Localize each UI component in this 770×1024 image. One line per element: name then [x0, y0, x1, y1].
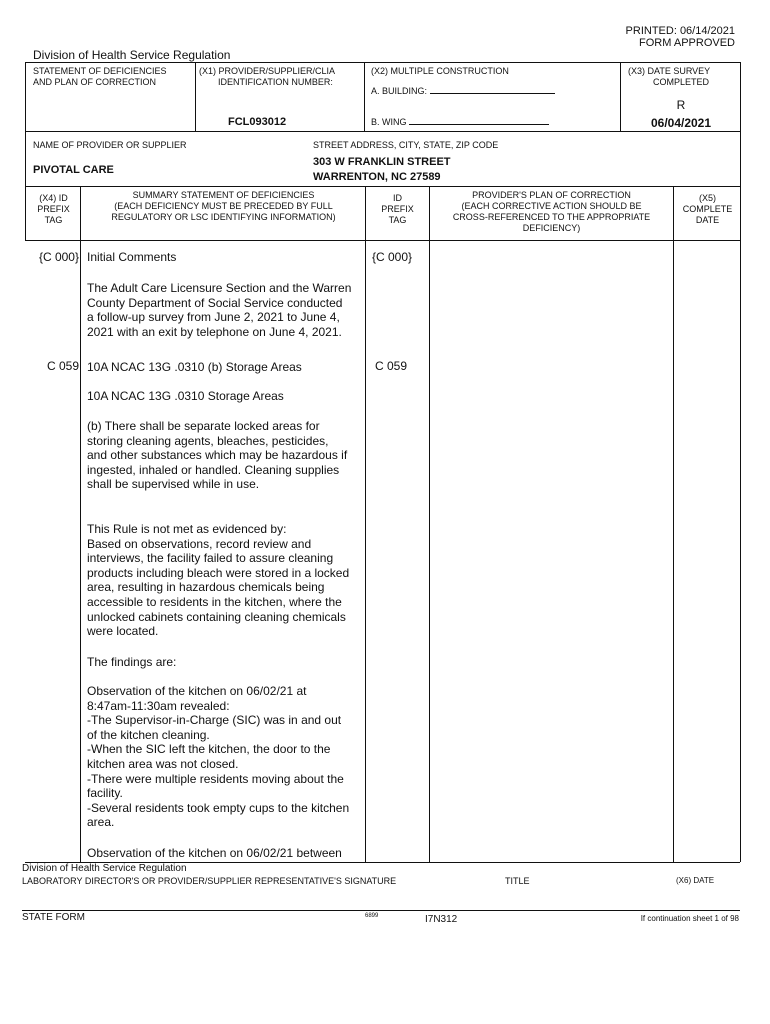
footer-rule [22, 910, 740, 911]
id-label-2: PREFIX [381, 204, 414, 214]
text-line: -There were multiple residents moving about the [87, 771, 344, 786]
address-label: STREET ADDRESS, CITY, STATE, ZIP CODE [313, 140, 499, 150]
text-line: kitchen area was not closed. [87, 756, 239, 771]
text-line: 2021 with an exit by telephone on June 4, 2021. [87, 324, 342, 339]
text-line: -When the SIC left the kitchen, the door to the [87, 742, 331, 757]
state-form-label: STATE FORM [22, 912, 85, 923]
x1-label-2: IDENTIFICATION NUMBER: [218, 77, 333, 87]
text-line: -Several residents took empty cups to the kitchen [87, 800, 350, 815]
provider-name-label: NAME OF PROVIDER OR SUPPLIER [33, 140, 187, 150]
x5-label-3: DATE [695, 215, 720, 225]
paragraph-survey-intro [87, 281, 367, 339]
building-blank [430, 84, 555, 94]
x4-label-2: PREFIX [37, 204, 70, 214]
street-address: 303 W FRANKLIN STREET [313, 156, 451, 168]
tag-left-c059: C 059 [46, 359, 79, 373]
col-divider-3 [429, 186, 430, 862]
city-state-zip: WARRENTON, NC 27589 [313, 171, 441, 183]
x4-label-3: TAG [44, 215, 63, 225]
text-line: facility. [87, 786, 123, 801]
paragraph-not-met [87, 522, 367, 639]
left-border-top [25, 62, 26, 240]
text-line: ingested, inhaled or handled. Cleaning supplies [87, 462, 340, 477]
date-label: (X6) DATE [676, 876, 715, 885]
x5-label-1: (X5) [698, 193, 716, 203]
x5-label-2: COMPLETE [682, 204, 733, 214]
survey-completed-date: 06/04/2021 [650, 116, 712, 130]
x4-label-1: (X4) ID [39, 193, 68, 203]
tag-left-c000: {C 000} [38, 250, 79, 264]
continuation-sheet: If continuation sheet 1 of 98 [640, 914, 739, 923]
text-line: were located. [87, 624, 159, 639]
provider-id-number: FCL093012 [228, 116, 287, 128]
paragraph-observation [87, 684, 367, 830]
summary-label-3: REGULATORY OR LSC IDENTIFYING INFORMATION) [111, 212, 336, 222]
text-line: (b) There shall be separate locked areas for [87, 419, 320, 433]
statement-label-2: AND PLAN OF CORRECTION [33, 77, 157, 87]
text-line: and other substances which may be hazardous if [87, 448, 348, 463]
division-title: Division of Health Service Regulation [33, 48, 231, 62]
signature-label: LABORATORY DIRECTOR'S OR PROVIDER/SUPPLIER REPRESENTATIVE'S SIGNATURE [22, 876, 397, 886]
text-line: accessible to residents in the kitchen, where the [87, 594, 342, 609]
plan-label-4: DEFICIENCY) [522, 223, 581, 233]
columns-bottom-rule [25, 240, 740, 241]
wing-label: B. WING [371, 117, 407, 127]
wing-blank [409, 115, 549, 125]
text-line: The Adult Care Licensure Section and the Warren [87, 281, 352, 295]
divider-x3 [620, 62, 621, 131]
findings-heading: The findings are: [87, 655, 177, 669]
title-label: TITLE [505, 876, 530, 886]
event-id: I7N312 [425, 914, 458, 925]
x2-label: (X2) MULTIPLE CONSTRUCTION [371, 66, 509, 76]
text-line: County Department of Social Service conducted [87, 295, 343, 310]
summary-label-2: (EACH DEFICIENCY MUST BE PRECEDED BY FULL [114, 201, 333, 211]
building-label: A. BUILDING: [371, 86, 428, 96]
id-label-3: TAG [388, 215, 407, 225]
text-line: -The Supervisor-in-Charge (SIC) was in and out [87, 713, 342, 728]
text-line: 8:47am-11:30am revealed: [87, 698, 230, 713]
divider-x1 [195, 62, 196, 131]
text-line: area, resulting in hazardous chemicals being [87, 580, 325, 595]
form-number: 6899 [365, 913, 379, 919]
header-bottom-rule [25, 131, 740, 132]
text-line: unlocked cabinets containing cleaning chemicals [87, 609, 346, 624]
text-line: shall be supervised while in use. [87, 477, 260, 492]
text-line: Observation of the kitchen on 06/02/21 at [87, 684, 307, 698]
initial-comments-heading: Initial Comments [87, 250, 177, 264]
form-approved: FORM APPROVED [639, 37, 735, 49]
text-line: of the kitchen cleaning. [87, 727, 210, 742]
building-field [371, 84, 555, 97]
plan-label-3: CROSS-REFERENCED TO THE APPROPRIATE [452, 212, 651, 222]
wing-field [371, 115, 549, 128]
observation-continued: Observation of the kitchen on 06/02/21 between [87, 846, 342, 860]
c059-subtitle: 10A NCAC 13G .0310 Storage Areas [87, 389, 284, 403]
header-top-rule [25, 62, 740, 63]
statement-label-1: STATEMENT OF DEFICIENCIES [33, 66, 167, 76]
c059-title: 10A NCAC 13G .0310 (b) Storage Areas [87, 360, 302, 374]
col-divider-4 [673, 186, 674, 862]
x3-label-2: COMPLETED [652, 77, 709, 87]
divider-x2 [364, 62, 365, 131]
paragraph-rule-text [87, 419, 367, 492]
footer-division: Division of Health Service Regulation [22, 863, 187, 874]
columns-top-rule [25, 186, 740, 187]
x3-code: R [676, 98, 686, 112]
id-label-1: ID [393, 193, 402, 203]
plan-label-2: (EACH CORRECTIVE ACTION SHOULD BE [461, 201, 642, 211]
col-divider-1 [80, 186, 81, 862]
summary-label-1: SUMMARY STATEMENT OF DEFICIENCIES [132, 190, 315, 200]
plan-label-1: PROVIDER'S PLAN OF CORRECTION [472, 190, 631, 200]
text-line: storing cleaning agents, bleaches, pesticides, [87, 433, 329, 448]
provider-name: PIVOTAL CARE [33, 164, 114, 176]
text-line: area. [87, 815, 115, 830]
text-line: products including bleach were stored in a locked [87, 565, 350, 580]
x3-label-1: (X3) DATE SURVEY [628, 66, 711, 76]
x1-label-1: (X1) PROVIDER/SUPPLIER/CLIA [199, 66, 336, 76]
right-border-body [740, 240, 741, 862]
text-line: This Rule is not met as evidenced by: [87, 522, 287, 536]
tag-right-c059: C 059 [375, 359, 408, 373]
tag-right-c000: {C 000} [372, 250, 413, 264]
text-line: a follow-up survey from June 2, 2021 to June 4, [87, 310, 340, 325]
text-line: interviews, the facility failed to assure cleaning [87, 551, 334, 566]
printed-date: PRINTED: 06/14/2021 [625, 25, 735, 37]
right-border-top [740, 62, 741, 240]
text-line: Based on observations, record review and [87, 536, 312, 551]
